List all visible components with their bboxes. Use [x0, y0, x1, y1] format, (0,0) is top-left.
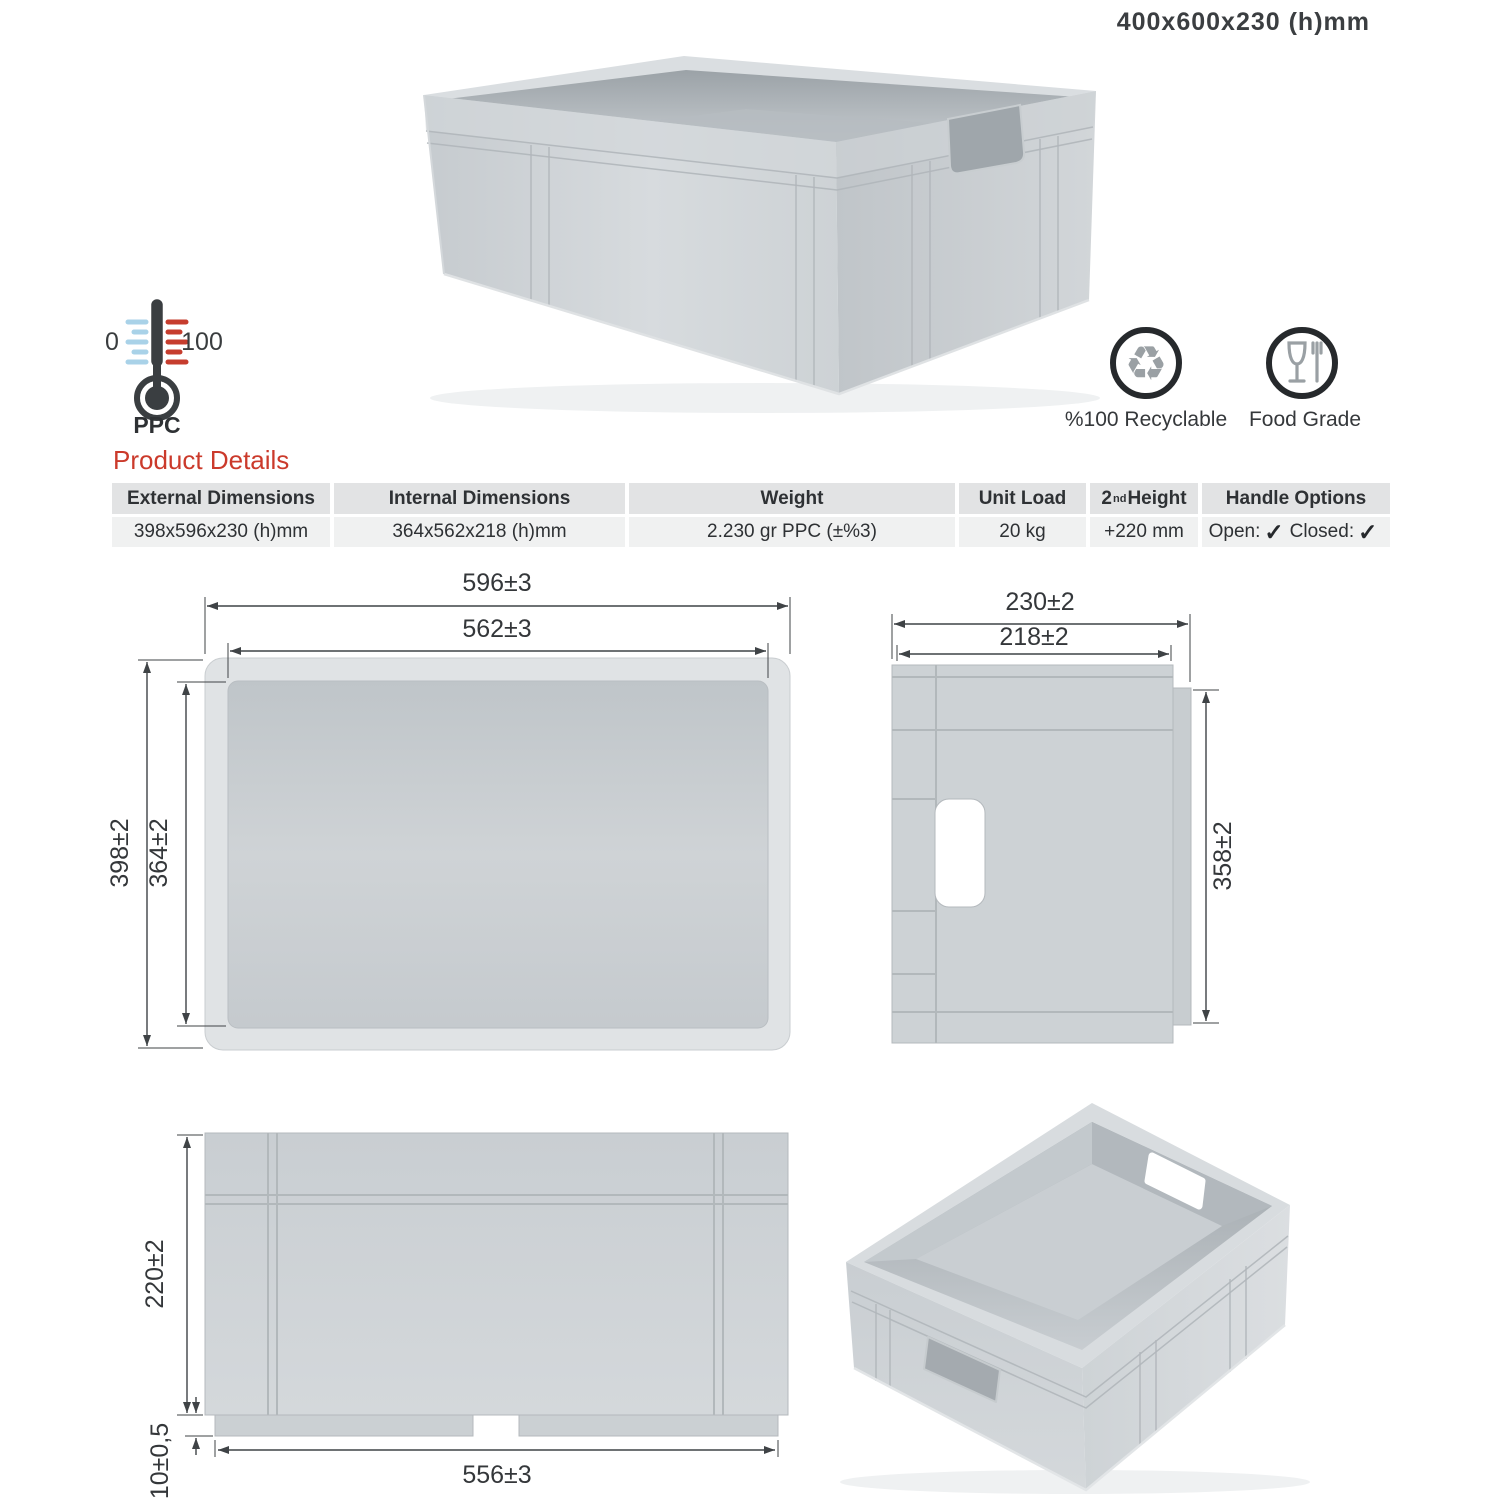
recycle-glyph: ♻ [1124, 336, 1168, 392]
col-header-unit-load: Unit Load [959, 483, 1086, 514]
front-view-foot-right [519, 1415, 778, 1436]
scale-min-label: 0 [105, 328, 119, 356]
side-view-body [892, 665, 1173, 1043]
top-view-interior [228, 681, 768, 1028]
dim-front-height: 220±2 [141, 1239, 169, 1309]
cell-handle-options [1202, 517, 1390, 547]
dim-top-inner-width: 562±3 [462, 615, 532, 643]
material-label: PPC [133, 412, 181, 436]
product-details-table [112, 483, 1390, 547]
second-height-base: 2 [1101, 487, 1112, 509]
cell-external: 398x596x230 (h)mm [112, 517, 330, 547]
food-grade-icon [1262, 323, 1342, 403]
main-3d-render [424, 56, 1100, 413]
front-view-foot-left [215, 1415, 473, 1436]
cell-weight: 2.230 gr PPC (±%3) [629, 517, 955, 547]
side-view-flange [1173, 688, 1191, 1025]
temperature-range-icon [90, 286, 230, 436]
col-header-handle: Handle Options [1202, 483, 1390, 514]
dim-top-inner-depth: 364±2 [145, 818, 173, 888]
front-view-body [205, 1133, 788, 1415]
cell-internal: 364x562x218 (h)mm [334, 517, 625, 547]
col-header-internal: Internal Dimensions [334, 483, 625, 514]
cold-ticks-icon [128, 322, 146, 362]
col-header-second-height [1090, 483, 1198, 514]
product-details-heading: Product Details [113, 445, 290, 475]
dim-side-stack-height: 358±2 [1209, 821, 1237, 891]
iso-3d-render [840, 1103, 1310, 1494]
handle-closed-label: Closed: [1289, 521, 1355, 542]
glass-fork-glyph [1289, 343, 1321, 381]
scale-max-label: 100 [181, 328, 223, 356]
col-header-external: External Dimensions [112, 483, 330, 514]
check-closed-icon: ✓ [1358, 518, 1378, 545]
recyclable-label: %100 Recyclable [1064, 408, 1228, 431]
cell-unit-load: 20 kg [959, 517, 1086, 547]
top-view-drawing [106, 569, 790, 1050]
dim-side-outer: 230±2 [1005, 588, 1075, 616]
second-height-rest: Height [1127, 487, 1187, 509]
food-grade-label: Food Grade [1248, 408, 1362, 431]
cell-second-height: +220 mm [1090, 517, 1198, 547]
col-header-weight: Weight [629, 483, 955, 514]
dim-front-foot-height: 10±0,5 [146, 1422, 174, 1500]
front-view-drawing [141, 1133, 788, 1499]
dim-top-outer-depth: 398±2 [106, 818, 134, 888]
dim-side-inner: 218±2 [999, 623, 1069, 651]
side-view-drawing [892, 588, 1237, 1043]
dim-top-outer-width: 596±3 [462, 569, 532, 597]
dim-front-base-width: 556±3 [462, 1461, 532, 1489]
second-height-sup: nd [1113, 492, 1127, 505]
side-view-handle-hole [935, 799, 985, 907]
handle-open-label: Open: [1208, 521, 1261, 542]
page-title: 400x600x230 (h)mm [1116, 8, 1370, 36]
check-open-icon: ✓ [1264, 518, 1284, 545]
recyclable-icon [1106, 323, 1186, 403]
